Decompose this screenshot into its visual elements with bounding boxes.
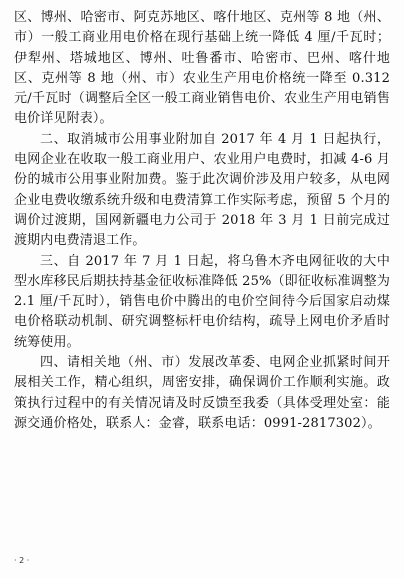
paragraph-section-2: 二、取消城市公用事业附加自 2017 年 4 月 1 日起执行，电网企业在收取一般工商业用户、农业用户电费时，扣减 4-6 月份的城市公用事业附加费。鉴于此次调价涉及用户较多，从电网企业电费收缴系统升级和电费清算工作实际考虑，预留 5 个月的调价过渡期，国网新疆电力公司于 2018 年 3 月 1 日前完成过渡期内电费清退工作。	[14, 131, 390, 249]
paragraph-section-3: 三、自 2017 年 7 月 1 日起，将乌鲁木齐电网征收的大中型水库移民后期扶持基金征收标准降低 25%（即征收标准调整为 2.1 厘/千瓦时），销售电价中腾出的电价空间待今后国家启动煤电价格联动机制、研究调整标杆电价结构，疏导上网电价矛盾时统筹使用。	[14, 253, 390, 350]
paragraph-price-adjustment-continued: 区、博州、哈密市、阿克苏地区、喀什地区、克州等 8 地（州、市）一般工商业用电价格在现行基础上统一降低 4 厘/千瓦时；伊犁州、塔城地区、博州、吐鲁番市、哈密市、巴州、喀什地区、克州等 8 地（州、市）农业生产用电价格统一降至 0.312 元/千瓦时（调整后全区一般工商业销售电价、农业生产用电销售电价详见附表）。	[14, 10, 390, 127]
paragraph-section-4: 四、请相关地（州、市）发展改革委、电网企业抓紧时间开展相关工作，精心组织，周密安排，确保调价工作顺利实施。政策执行过程中的有关情况请及时反馈至我委（具体受理处室：能源交通价格处，联系人：金睿，联系电话：0991-2817302）。	[14, 355, 390, 431]
document-body	[14, 8, 390, 434]
page-number: · 2 ·	[14, 556, 30, 565]
